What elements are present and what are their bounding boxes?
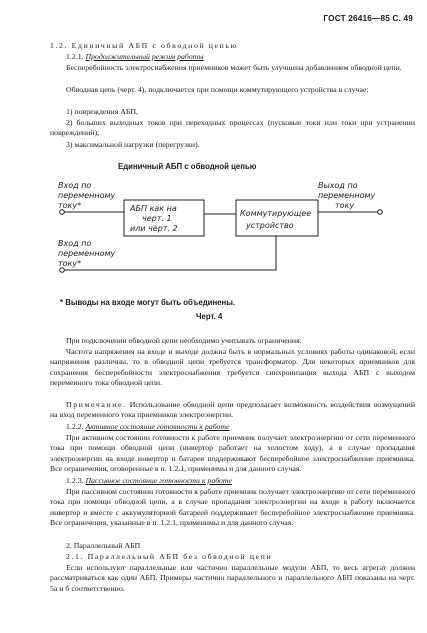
switch-box-line-2: устройство: [246, 221, 294, 230]
input-1-label-line-2: переменному: [58, 191, 116, 200]
section-1-2-1-number: 1.2.1.: [66, 52, 84, 61]
switch-box-line-1: Коммутирующее: [240, 209, 312, 218]
input-1-label-line-3: току*: [58, 201, 82, 210]
section-2-title: 2. Параллельный АБП: [66, 541, 141, 550]
paragraph-bypass-cases: Обводная цепь (черт. 4), подключается при помощи коммутирующего устройства в случае:: [66, 85, 369, 94]
paragraph-active-standby: При активном состоянии готовности к работе приемник получает электроэнергию от сети переменного тока при помощи обводной цепи (инвертор работает на холостом ходу), а в случае пропадания электроэнергии на входе инвертор и батарея поддерживают бесперебойное электроснабжение приемника. Все ограничения, оговоренные в п. 1.2.1, применимы и для данного случая.: [50, 433, 415, 474]
section-1-2-3-number: 1.2.3.: [66, 476, 84, 485]
paragraph-bypass-intro: Бесперебойность электроснабжения приемников может быть улучшена добавлением обводной цепи.: [66, 63, 402, 72]
diagram-footnote: * Выводы на входе могут быть объединены.: [60, 298, 236, 307]
figure-caption: Черт. 4: [196, 312, 223, 321]
list-item-2: 2) больших выходных токов при переходных процессах (пусковые токи или токи при устранении повреждений);: [50, 118, 415, 138]
input-1-label-line-1: Вход по: [58, 181, 92, 190]
section-1-2-2-title: Активное состояние готовности к работе: [85, 422, 230, 431]
list-item-1: 1) повреждения АБП,: [66, 107, 138, 116]
paragraph-parallel-ups: Если используют параллельные или частично параллельные модули АБП, то весь агрегат должен рассматриваться как один АБП. Примеры частично параллельного и параллельного АБП показаны на черт. 5а и б соответственно.: [50, 563, 415, 593]
page-header: ГОСТ 26416—85 С. 49: [323, 14, 413, 23]
note-text: Использование обводной цепи предполагает возможность воздействия возмущений на вход переменного тока приемников электроэнергии.: [50, 400, 415, 420]
output-terminal: [378, 210, 383, 215]
input-2-label-line-2: переменному: [58, 249, 116, 258]
paragraph-passive-standby: При пассивном состоянии готовности к работе приемник получает электроэнергию от сети переменного тока при помощи обводной цепи, а в случае пропадания электроэнергии на входе в работу включается инвертор и вместе с аккумуляторной батареей поддерживает бесперебойное электроснабжение приемника. Все ограничения, указанные в п. 1.2.1, применимы и для данного случая.: [50, 487, 415, 528]
switch-box: [236, 200, 318, 236]
list-item-3: 3) максимальной нагрузки (перегрузки).: [66, 140, 200, 149]
section-1-2-3-heading: [66, 476, 232, 486]
note-paragraph: [50, 400, 415, 421]
ups-box-line-3: или черт. 2: [130, 224, 178, 233]
section-1-2-title: 1.2. Единичный АБП с обводной цепью: [50, 41, 238, 50]
ups-box-line-1: АБП как на: [130, 204, 177, 213]
input-2-label-line-1: Вход по: [58, 239, 92, 248]
paragraph-frequency: Частота напряжения на входе и выходе должна быть в нормальных условиях работы одинаковой, если напряжения различны, то в обводной цепи требуется трансформатор. Для некоторых приемников для сохранения бесперебойности электроснабжения требуется синхронизация выхода АБП с выходом переменного тока обводной цепи.: [50, 347, 415, 388]
note-label: Примечание.: [66, 400, 127, 409]
output-label-line-3: току: [335, 201, 355, 210]
section-1-2-3-title: Пассивное состояние готовности к работе: [85, 476, 233, 485]
section-2-1-title: 2.1. Параллельный АБП без обводной цепи: [66, 552, 273, 561]
ups-box-line-2: черт. 1: [142, 214, 172, 223]
paragraph-restrictions: При подключении обводной цепи необходимо учитывать ограничения:: [66, 336, 302, 345]
input-2-terminal: [60, 268, 65, 273]
output-label-line-2: переменному: [318, 191, 376, 200]
output-label-line-1: Выход по: [318, 181, 358, 190]
section-1-2-1-title: Продолжительный режим работы: [85, 52, 204, 61]
input-2-label-line-3: току*: [58, 259, 82, 268]
diagram-title: Единичный АБП с обводной цепью: [118, 162, 257, 171]
section-1-2-2-heading: [66, 422, 230, 432]
input-1-terminal: [60, 210, 65, 215]
section-1-2-2-number: 1.2.2.: [66, 422, 84, 431]
